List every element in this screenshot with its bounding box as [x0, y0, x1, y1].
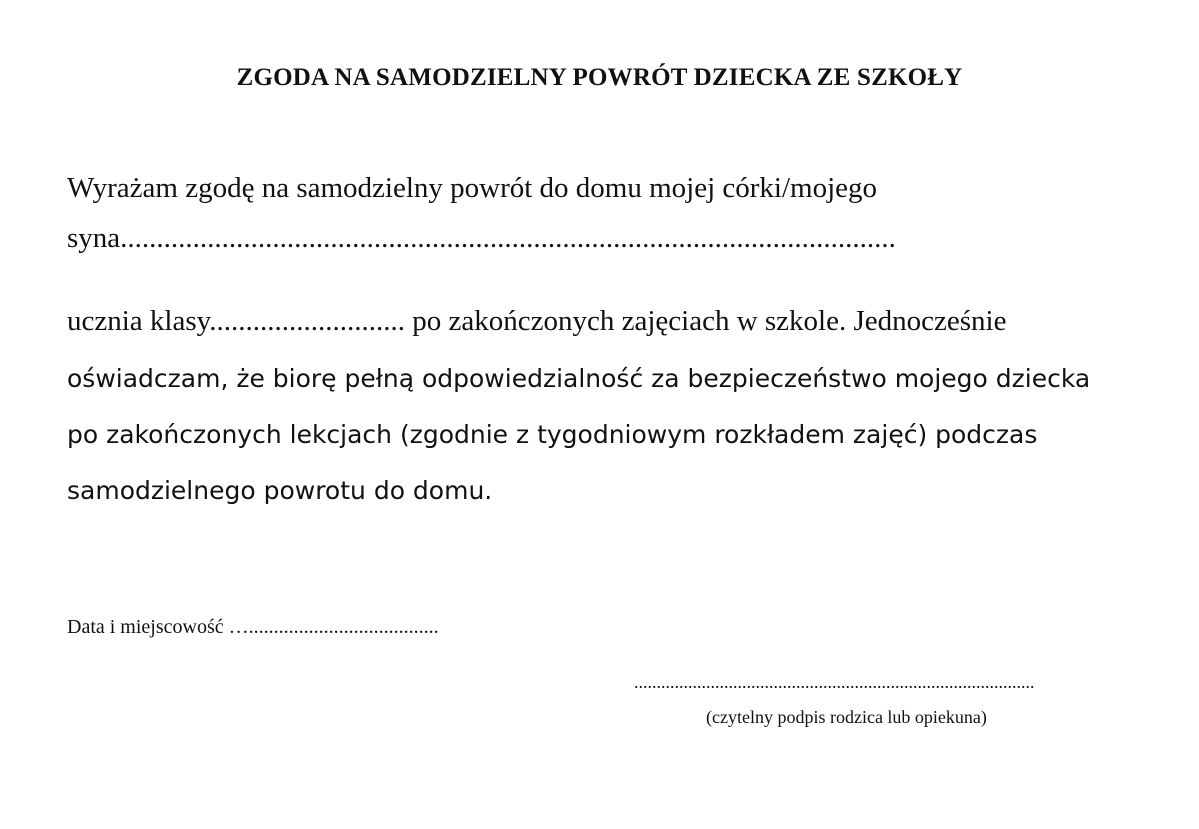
child-name-line: syna........................................................................................................... — [67, 222, 896, 254]
signature-line: ......................................................................................... — [634, 672, 1035, 692]
class-line: ucznia klasy........................... po zakończonych zajęciach w szkole. Jednocześnie — [67, 305, 1007, 337]
signature-caption: (czytelny podpis rodzica lub opiekuna) — [706, 707, 987, 727]
responsibility-text-line-2: po zakończonych lekcjach (zgodnie z tygodniowym rozkładem zajęć) podczas — [67, 420, 1038, 449]
responsibility-text-line-1: oświadczam, że biorę pełną odpowiedzialność za bezpieczeństwo mojego dziecka — [67, 364, 1091, 393]
responsibility-text-line-3: samodzielnego powrotu do domu. — [67, 476, 493, 505]
document-title: ZGODA NA SAMODZIELNY POWRÓT DZIECKA ZE SZKOŁY — [236, 64, 963, 91]
date-place-field: Data i miejscowość …...................................... — [67, 616, 439, 638]
consent-text-line-1: Wyrażam zgodę na samodzielny powrót do domu mojej córki/mojego — [67, 172, 878, 204]
